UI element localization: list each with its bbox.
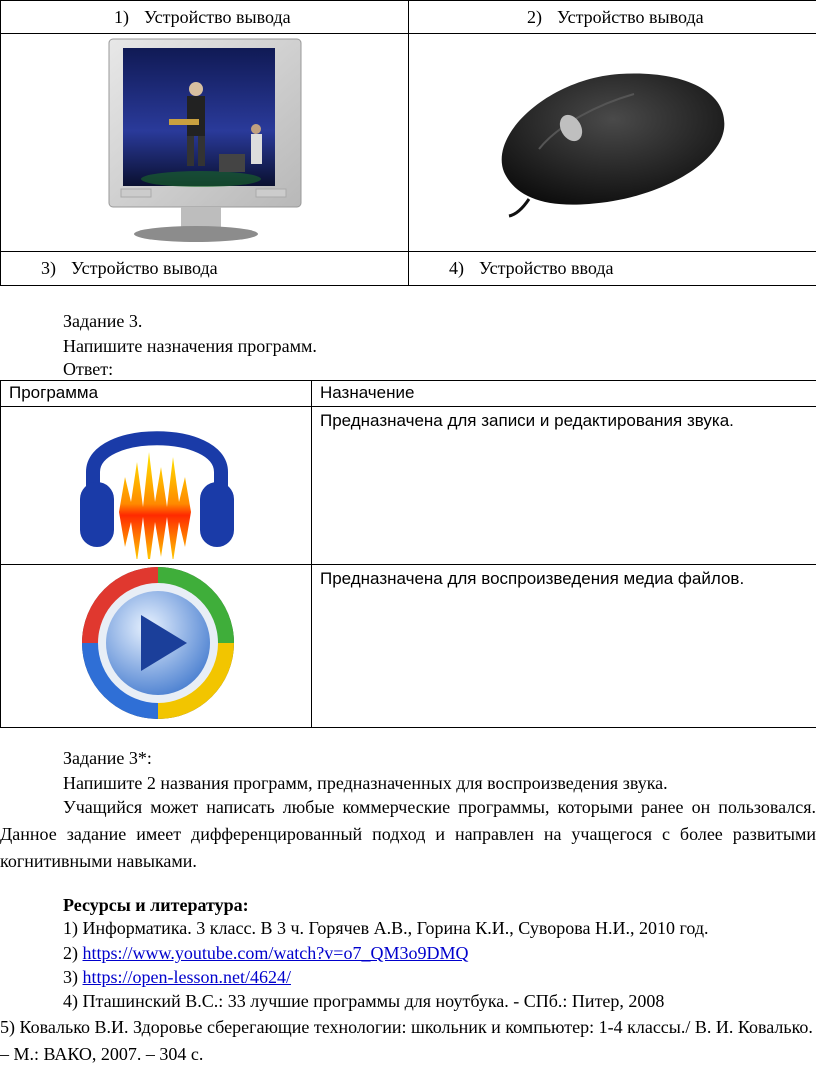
program-icon-cell-1 xyxy=(1,407,312,565)
open-lesson-link[interactable]: https://open-lesson.net/4624/ xyxy=(82,967,291,987)
windows-media-player-icon xyxy=(1,565,312,722)
programs-table xyxy=(0,380,816,728)
monitor-image-cell xyxy=(1,34,409,252)
device-caption-4: 4) Устройство ввода xyxy=(409,252,816,286)
mouse-image-cell xyxy=(409,34,816,252)
resource-item-4: 4) Пташинский В.С.: 33 лучшие программы для ноутбука. - СПб.: Питер, 2008 xyxy=(63,991,665,1011)
youtube-link[interactable]: https://www.youtube.com/watch?v=o7_QM3o9DMQ xyxy=(82,943,469,963)
task3star-note: Учащийся может написать любые коммерческие программы, которыми ранее он пользовался. Данное задание имеет дифференцированный подход и направлен на учащегося с более развитыми когнитивными навыками. xyxy=(0,797,816,871)
resource-item-5: 5) Ковалько В.И. Здоровье сберегающие технологии: школьник и компьютер: 1-4 классы./ В. И. Ковалько. – М.: ВАКО, 2007. – 304 с. xyxy=(0,1017,813,1064)
task3-answer-label: Ответ: xyxy=(63,359,114,379)
header-program: Программа xyxy=(1,381,312,407)
resource-item-1: 1) Информатика. 3 класс. В 3 ч. Горячев А.В., Горина К.И., Суворова Н.И., 2010 год. xyxy=(63,918,709,938)
task3star-title: Задание 3*: xyxy=(63,748,152,768)
resources-title: Ресурсы и литература: xyxy=(63,895,249,915)
device-caption-1: 1) Устройство вывода xyxy=(1,1,409,34)
audacity-icon xyxy=(1,407,312,559)
device-caption-3: 3) Устройство вывода xyxy=(1,252,409,286)
mouse-icon xyxy=(409,34,816,246)
resource-item-3: 3) https://open-lesson.net/4624/ xyxy=(63,967,291,987)
resource-item-2: 2) https://www.youtube.com/watch?v=o7_QM3o9DMQ xyxy=(63,943,469,963)
task3star-instruction: Напишите 2 названия программ, предназначенных для воспроизведения звука. xyxy=(63,773,668,793)
task3-instruction: Напишите назначения программ. xyxy=(63,336,317,356)
program-icon-cell-2 xyxy=(1,565,312,728)
header-purpose: Назначение xyxy=(312,381,816,407)
program-purpose-1: Предназначена для записи и редактирования звука. xyxy=(312,407,816,565)
monitor-icon xyxy=(1,34,409,246)
device-caption-2: 2) Устройство вывода xyxy=(409,1,816,34)
task3-title: Задание 3. xyxy=(63,311,143,331)
program-purpose-2: Предназначена для воспроизведения медиа файлов. xyxy=(312,565,816,728)
devices-table xyxy=(0,0,816,286)
